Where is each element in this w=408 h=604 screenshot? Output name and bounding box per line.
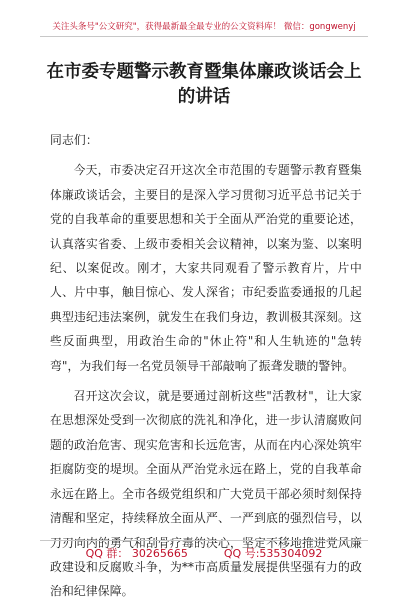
paragraph-1: 今天，市委决定召开这次全市范围的专题警示教育暨集体廉政谈话会，主要目的是深入学习贯彻习近平总书记关于党的自我革命的重要思想和关于全面从严治党的重要论述，认真落实省委、上级市委相关会议精神，以案为鉴、以案明纪、以案促改。刚才，大家共同观看了警示教育片，片中人、片中事，触目惊心、发人深省；市纪委监委通报的几起典型违纪违法案例，就发生在我们身边，教训极其深刻。这些反面典型，用政治生命的"休止符"和人生轨迹的"急转弯"，为我们每一名党员领导干部敲响了振聋发聩的警钟。: [50, 163, 362, 373]
paragraph-2: 召开这次会议，就是要通过剖析这些"活教材"，让大家在思想深处受到一次彻底的洗礼和净化，进一步认清腐败问题的政治危害、现实危害和长远危害，从而在内心深处筑牢拒腐防变的堤坝。全面从严治党永远在路上，党的自我革命永远在路上。全市各级党组织和广大党员干部必须时刻保持清醒和坚定，持续释放全面从严、一严到底的强烈信号，以刀刃向内的勇气和刮骨疗毒的决心，坚定不移地推进党风廉政建设和反腐败斗争，为**市高质量发展提供坚强有力的政治和纪律保障。: [50, 389, 362, 599]
footer-qq-group: QQ 群： 30265665: [85, 547, 188, 560]
footer-qq-number: QQ 号:535304092: [223, 547, 323, 560]
document-body: [50, 128, 362, 604]
document-title: 在市委专题警示教育暨集体廉政谈话会上的讲话: [46, 62, 362, 107]
footer: [40, 540, 368, 565]
header-banner: [40, 0, 368, 37]
salutation: 同志们：: [50, 133, 98, 147]
header-banner-text: 关注头条号"公文研究"，获得最新最全最专业的公文资料库！ 微信：gongwenyj: [52, 22, 356, 32]
